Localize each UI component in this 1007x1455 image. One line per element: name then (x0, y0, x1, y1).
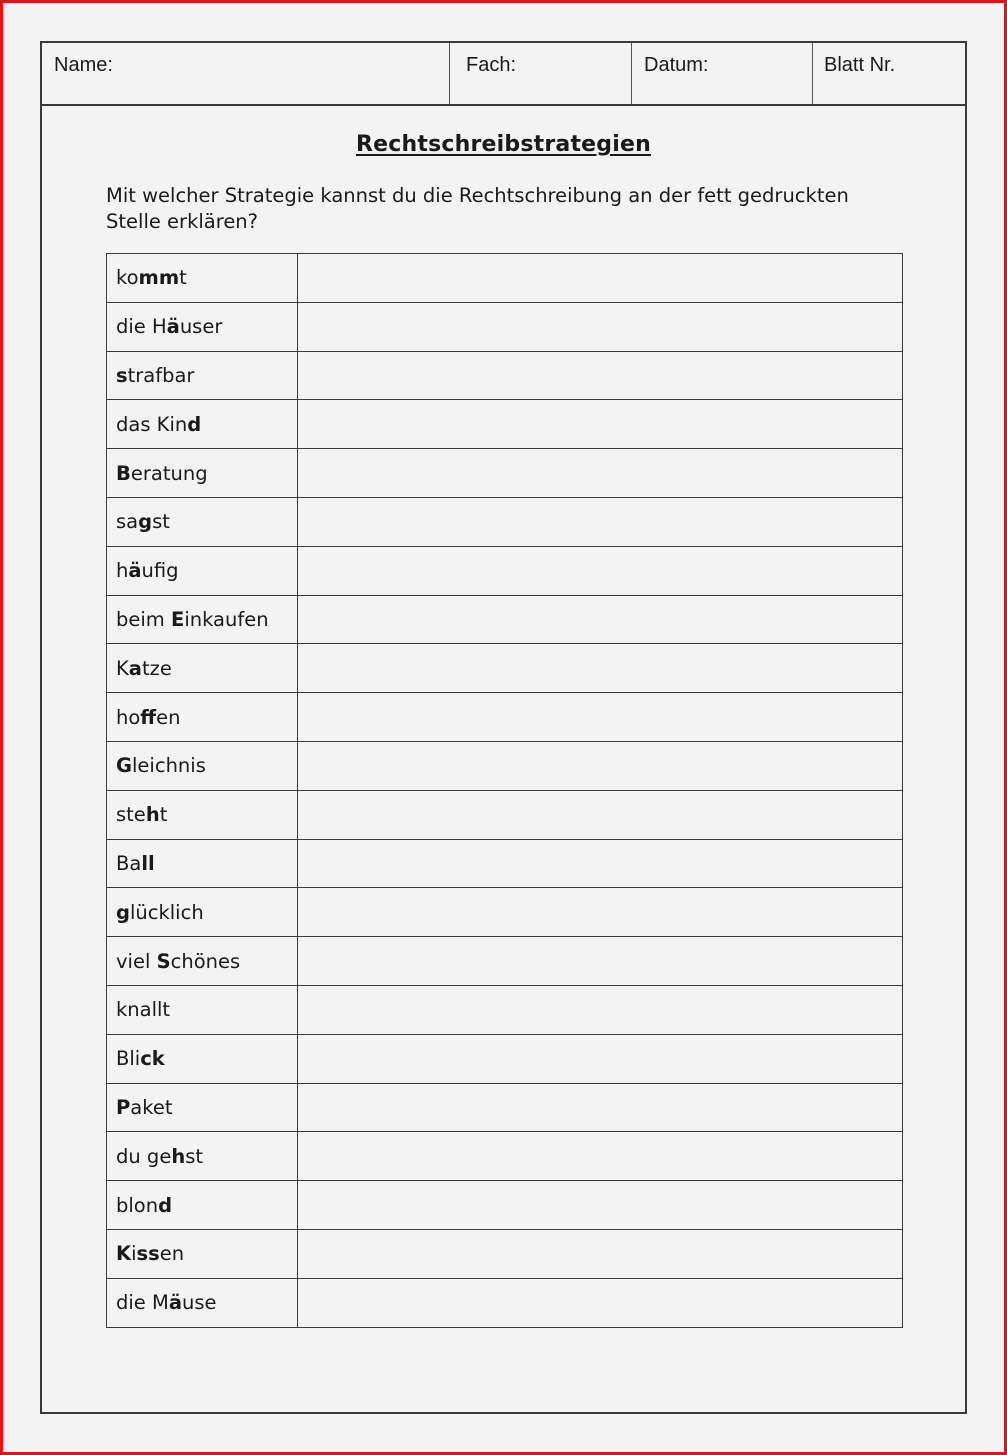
answer-cell[interactable] (297, 693, 902, 742)
word-cell: häufig (107, 546, 298, 595)
word-cell: das Kind (107, 400, 298, 449)
table-row (107, 790, 903, 839)
table-row (107, 595, 903, 644)
word-cell: beim Einkaufen (107, 595, 298, 644)
table-row (107, 254, 903, 303)
table-row (107, 741, 903, 790)
table-row (107, 400, 903, 449)
word-cell: die Häuser (107, 302, 298, 351)
table-row (107, 497, 903, 546)
answer-cell[interactable] (297, 1034, 902, 1083)
word-cell: Gleichnis (107, 741, 298, 790)
word-cell: glücklich (107, 888, 298, 937)
answer-cell[interactable] (297, 400, 902, 449)
table-row (107, 302, 903, 351)
datum-field[interactable] (632, 43, 813, 104)
table-row (107, 888, 903, 937)
blatt-field[interactable] (813, 43, 965, 104)
instructions: Mit welcher Strategie kannst du die Rechtschreibung an der fett gedruckten Stelle erklären? (106, 184, 849, 233)
table-row (107, 1229, 903, 1278)
table-row (107, 1278, 903, 1327)
table-row (107, 937, 903, 986)
word-cell: steht (107, 790, 298, 839)
answer-cell[interactable] (297, 254, 902, 303)
word-cell: Kissen (107, 1229, 298, 1278)
table-row (107, 351, 903, 400)
answer-cell[interactable] (297, 497, 902, 546)
answer-cell[interactable] (297, 790, 902, 839)
answer-cell[interactable] (297, 644, 902, 693)
word-cell: Blick (107, 1034, 298, 1083)
word-cell: sagst (107, 497, 298, 546)
answer-cell[interactable] (297, 888, 902, 937)
answer-cell[interactable] (297, 595, 902, 644)
word-cell: Paket (107, 1083, 298, 1132)
word-cell: blond (107, 1181, 298, 1230)
word-cell: du gehst (107, 1132, 298, 1181)
table-row (107, 839, 903, 888)
answer-cell[interactable] (297, 1132, 902, 1181)
table-row (107, 693, 903, 742)
blatt-label: Blatt Nr. (824, 54, 896, 76)
word-cell: Ball (107, 839, 298, 888)
word-cell: hoffen (107, 693, 298, 742)
answer-cell[interactable] (297, 985, 902, 1034)
table-row (107, 644, 903, 693)
answer-cell[interactable] (297, 1181, 902, 1230)
table-row (107, 1132, 903, 1181)
answer-cell[interactable] (297, 1278, 902, 1327)
answer-cell[interactable] (297, 741, 902, 790)
word-cell: viel Schönes (107, 937, 298, 986)
datum-label: Datum: (644, 54, 709, 76)
answer-cell[interactable] (297, 546, 902, 595)
table-row (107, 449, 903, 498)
table-row (107, 1083, 903, 1132)
answer-cell[interactable] (297, 839, 902, 888)
answer-cell[interactable] (297, 937, 902, 986)
fach-field[interactable] (450, 43, 632, 104)
fach-label: Fach: (466, 54, 517, 76)
table-row (107, 1181, 903, 1230)
word-cell: strafbar (107, 351, 298, 400)
name-field[interactable] (42, 43, 450, 104)
answer-cell[interactable] (297, 1083, 902, 1132)
word-cell: kommt (107, 254, 298, 303)
word-table (106, 253, 903, 1328)
answer-cell[interactable] (297, 351, 902, 400)
worksheet (40, 41, 967, 1414)
page-title: Rechtschreibstrategien (356, 132, 651, 157)
word-cell: Katze (107, 644, 298, 693)
table-row (107, 546, 903, 595)
answer-cell[interactable] (297, 1229, 902, 1278)
word-cell: knallt (107, 985, 298, 1034)
word-cell: die Mäuse (107, 1278, 298, 1327)
table-row (107, 1034, 903, 1083)
answer-cell[interactable] (297, 302, 902, 351)
answer-cell[interactable] (297, 449, 902, 498)
name-label: Name: (54, 54, 113, 76)
word-cell: Beratung (107, 449, 298, 498)
table-row (107, 985, 903, 1034)
header-row (42, 43, 965, 106)
